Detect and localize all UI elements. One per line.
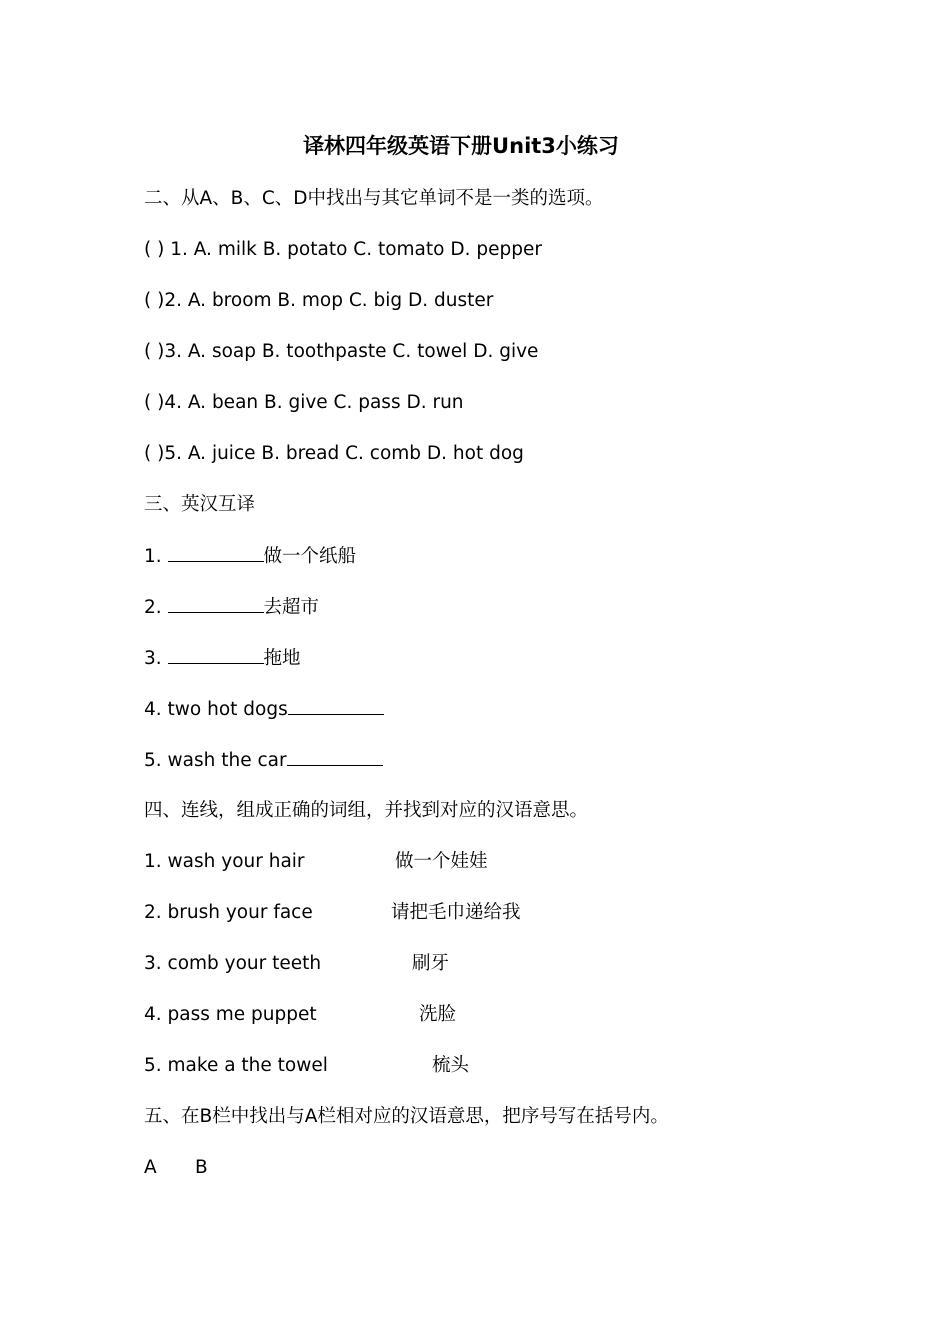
section3-item-1 [144, 543, 356, 570]
section2-item-1: ( ) 1. A. milk B. potato C. tomato D. pepper [144, 239, 542, 260]
section2-item-2: ( )2. A. broom B. mop C. big D. duster [144, 290, 494, 311]
section4-left-1: 1. wash your hair [144, 851, 305, 872]
section4-left-4: 4. pass me puppet [144, 1004, 317, 1025]
item-number: 3. [144, 648, 168, 669]
section2-item-3: ( )3. A. soap B. toothpaste C. towel D. give [144, 341, 539, 362]
section5-column-b: B [195, 1157, 208, 1178]
item-text: 做一个纸船 [263, 546, 357, 567]
answer-blank[interactable] [168, 594, 264, 613]
item-text: 去超市 [263, 597, 320, 618]
section3-heading: 三、英汉互译 [144, 494, 256, 515]
section4-right-1: 做一个娃娃 [395, 851, 488, 872]
answer-blank[interactable] [168, 543, 264, 562]
answer-blank[interactable] [288, 696, 384, 715]
section4-heading: 四、连线，组成正确的词组，并找到对应的汉语意思。 [144, 800, 589, 821]
item-number: 2. [144, 597, 168, 618]
item-text: 拖地 [263, 648, 301, 669]
answer-blank[interactable] [287, 747, 383, 766]
section2-item-4: ( )4. A. bean B. give C. pass D. run [144, 392, 464, 413]
page-title: 译林四年级英语下册Unit3小练习 [303, 134, 619, 158]
item-number: 1. [144, 546, 168, 567]
item-number: 5. [144, 750, 168, 771]
section4-right-2: 请把毛巾递给我 [391, 902, 521, 923]
item-number: 4. [144, 699, 168, 720]
section3-item-4 [144, 696, 384, 723]
section4-left-3: 3. comb your teeth [144, 953, 322, 974]
section4-left-2: 2. brush your face [144, 902, 313, 923]
section3-item-5 [144, 747, 383, 774]
section4-right-5: 梳头 [432, 1055, 470, 1076]
section5-column-a: A [144, 1157, 157, 1178]
section2-item-5: ( )5. A. juice B. bread C. comb D. hot dog [144, 443, 524, 464]
section2-heading: 二、从A、B、C、D中找出与其它单词不是一类的选项。 [144, 188, 604, 209]
answer-blank[interactable] [168, 645, 264, 664]
section3-item-3 [144, 645, 301, 672]
section4-right-4: 洗脸 [419, 1004, 457, 1025]
section5-heading: 五、在B栏中找出与A栏相对应的汉语意思，把序号写在括号内。 [144, 1106, 669, 1127]
section4-right-3: 刷牙 [412, 953, 450, 974]
item-text: two hot dogs [167, 699, 288, 720]
section3-item-2 [144, 594, 319, 621]
item-text: wash the car [167, 750, 287, 771]
section4-left-5: 5. make a the towel [144, 1055, 328, 1076]
